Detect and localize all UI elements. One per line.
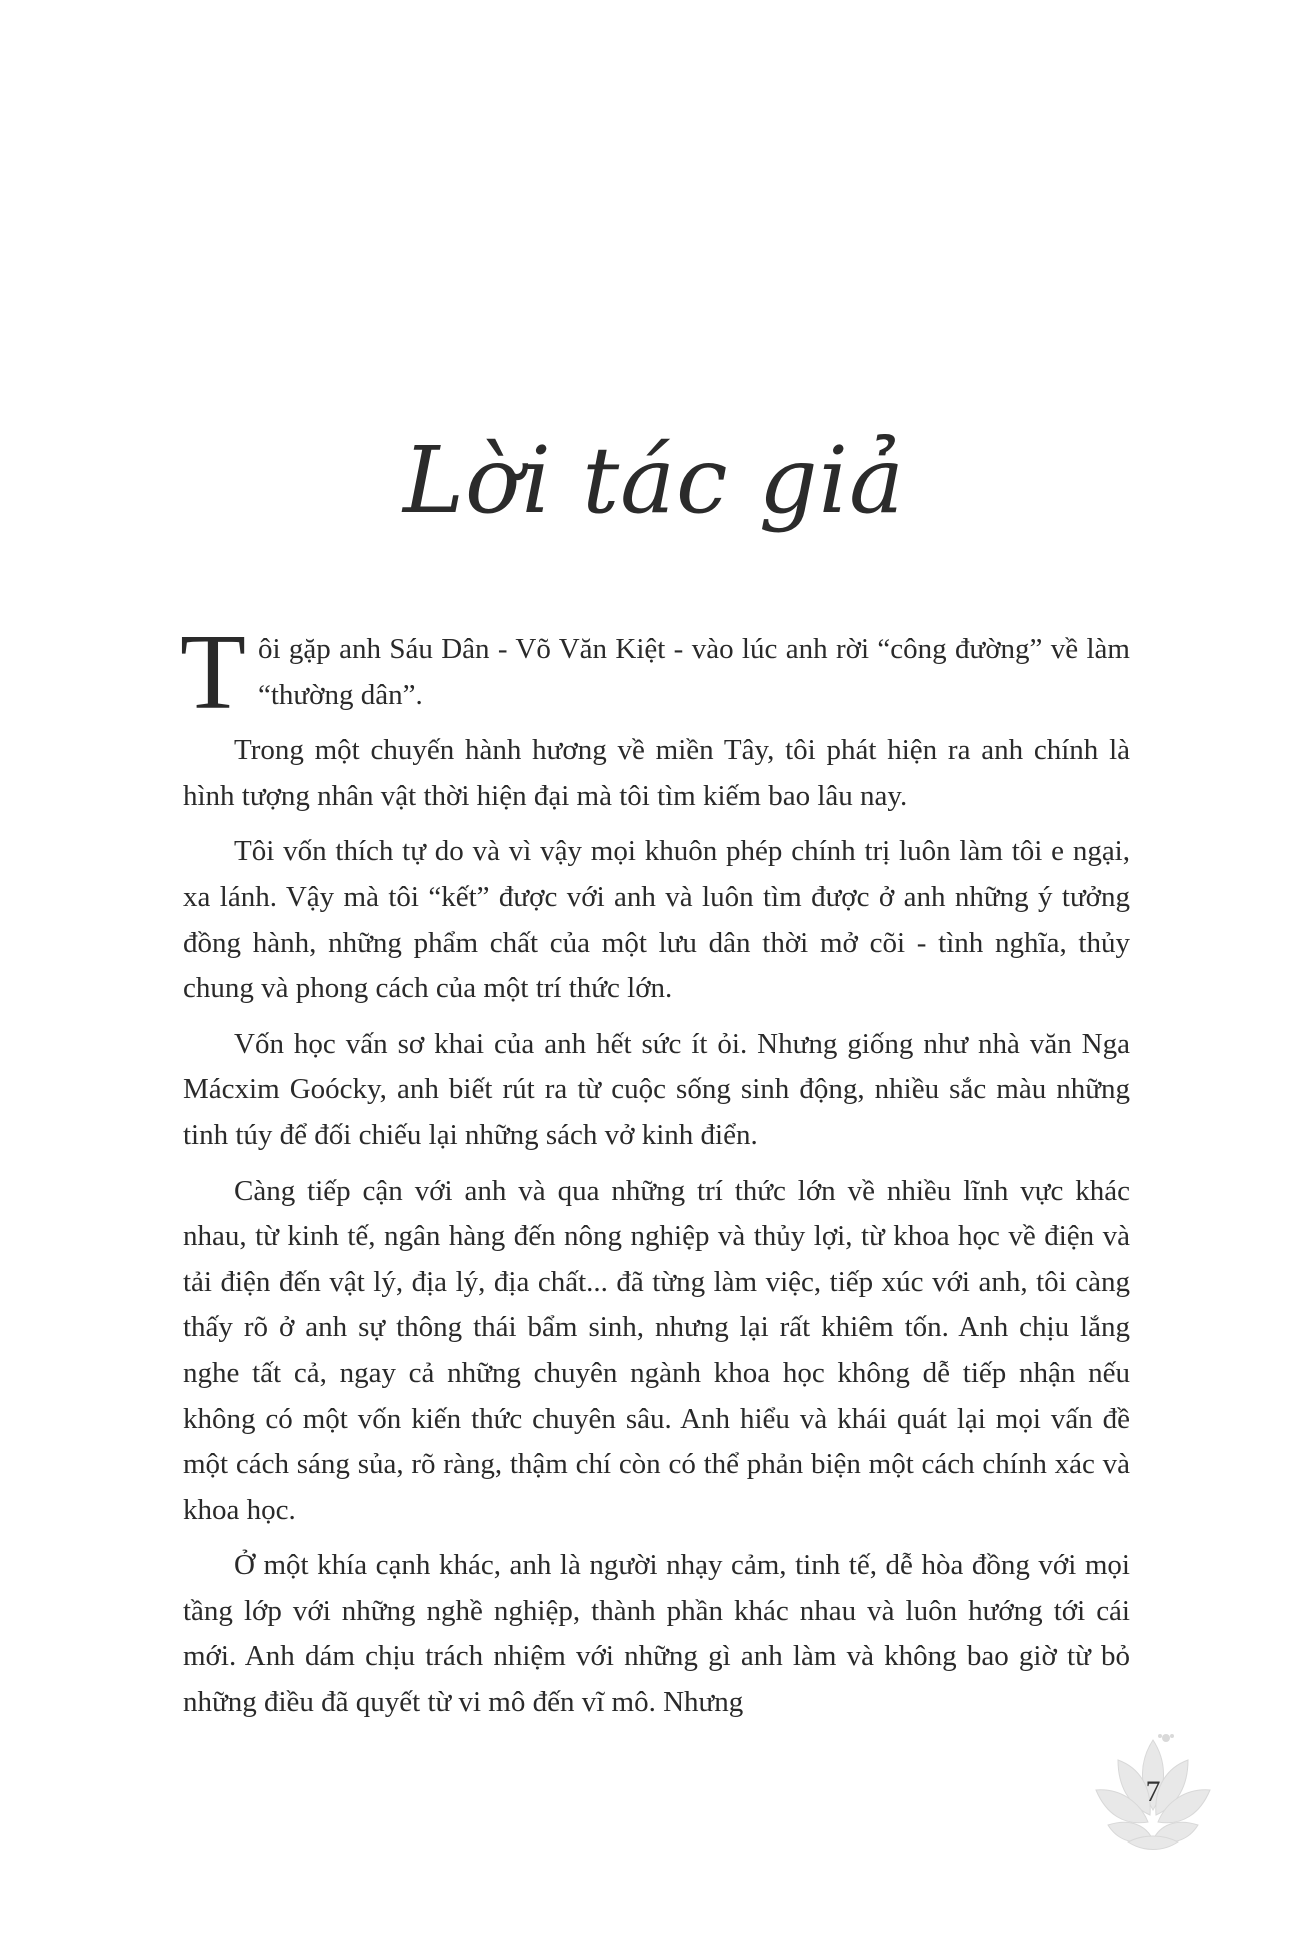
paragraph-1 [180, 613, 1130, 732]
body-text [180, 613, 1130, 1736]
paragraph-3: Tôi vốn thích tự do và vì vậy mọi khuôn phép chính trị luôn làm tôi e ngại, xa lánh. Vậy mà tôi “kết” được với anh và luôn tìm được ở anh những ý tưởng đồng hành, những phẩm chất của một lưu dân thời mở cõi - tình nghĩa, thủy chung và phong cách của một trí thức lớn. [183, 835, 1130, 1005]
page-number: 7 [1145, 1775, 1161, 1808]
chapter-title: Lời tác giả [403, 427, 905, 534]
paragraph-6: Ở một khía cạnh khác, anh là người nhạy cảm, tinh tế, dễ hòa đồng với mọi tầng lớp với những nghề nghiệp, thành phần khác nhau và luôn hướng tới cái mới. Anh dám chịu trách nhiệm với những gì anh làm và không bao giờ từ bỏ những điều đã quyết từ vi mô đến vĩ mô. Nhưng [183, 1549, 1130, 1719]
paragraph-5: Càng tiếp cận với anh và qua những trí thức lớn về nhiều lĩnh vực khác nhau, từ kinh tế, ngân hàng đến nông nghiệp và thủy lợi, từ khoa học về điện và tải điện đến vật lý, địa lý, địa chất... đã từng làm việc, tiếp xúc với anh, tôi càng thấy rõ ở anh sự thông thái bẩm sinh, nhưng lại rất khiêm tốn. Anh chịu lắng nghe tất cả, ngay cả những chuyên ngành khoa học không dễ tiếp nhận nếu không có một vốn kiến thức chuyên sâu. Anh hiểu và khái quát lại mọi vấn đề một cách sáng sủa, rõ ràng, thậm chí còn có thể phản biện một cách chính xác và khoa học. [183, 1174, 1130, 1526]
paragraph-1-text: ôi gặp anh Sáu Dân - Võ Văn Kiệt - vào lúc anh rời “công đường” về làm “thường dân”. [257, 633, 1130, 711]
drop-cap: T [180, 613, 246, 732]
paragraph-2: Trong một chuyến hành hương về miền Tây, tôi phát hiện ra anh chính là hình tượng nhân vật thời hiện đại mà tôi tìm kiếm bao lâu nay. [183, 734, 1130, 812]
paragraph-4: Vốn học vấn sơ khai của anh hết sức ít ỏi. Nhưng giống như nhà văn Nga Mácxim Goócky, anh biết rút ra từ cuộc sống sinh động, nhiều sắc màu những tinh túy để đối chiếu lại những sách vở kinh điển. [183, 1027, 1130, 1151]
